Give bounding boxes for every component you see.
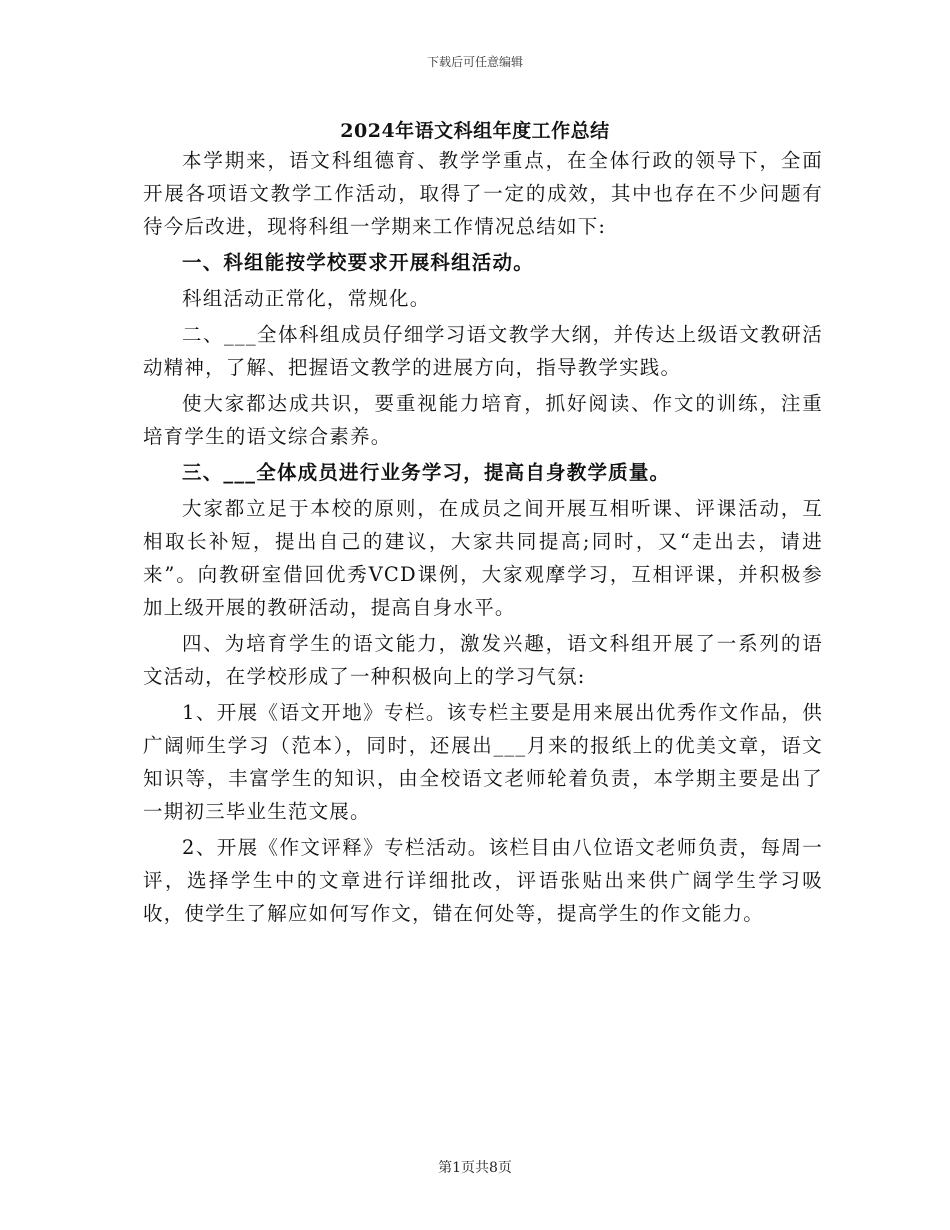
paragraph-section-2: 二、___全体科组成员仔细学习语文教学大纲，并传达上级语文教研活动精神，了解、把握语文教学的进展方向，指导教学实践。 xyxy=(143,323,823,379)
paragraph-item-2: 2、开展《作文评释》专栏活动。该栏目由八位语文老师负责，每周一评，选择学生中的文章进行详细批改，评语张贴出来供广阔学生学习吸收，使学生了解应如何写作文，错在何处等，提高学生的作文能力。 xyxy=(143,836,823,925)
paragraph-section-4: 四、为培育学生的语文能力，激发兴趣，语文科组开展了一系列的语文活动，在学校形成了一种积极向上的学习气氛: xyxy=(143,632,823,688)
page-header: 下载后可任意编辑 xyxy=(426,55,523,69)
section-heading-1: 一、科组能按学校要求开展科组活动。 xyxy=(182,251,534,274)
paragraph: 使大家都达成共识，要重视能力培育，抓好阅读、作文的训练，注重培育学生的语文综合素养。 xyxy=(143,392,823,448)
document-title: 2024年语文科组年度工作总结 xyxy=(340,120,610,142)
page-number: 第1页共8页 xyxy=(438,1160,512,1176)
paragraph: 大家都立足于本校的原则，在成员之间开展互相听课、评课活动，互相取长补短，提出自己的建议，大家共同提高;同时，又“走出去，请进来”。向教研室借回优秀VCD课例，大家观摩学习，互相评课，并积极参加上级开展的教研活动，提高自身水平。 xyxy=(143,497,823,619)
section-heading-3: 三、___全体成员进行业务学习，提高自身教学质量。 xyxy=(182,461,671,484)
paragraph: 科组活动正常化，常规化。 xyxy=(182,287,431,310)
paragraph-intro: 本学期来，语文科组德育、教学学重点，在全体行政的领导下，全面开展各项语文教学工作活动，取得了一定的成效，其中也存在不少问题有待今后改进，现将科组一学期来工作情况总结如下: xyxy=(143,149,823,238)
paragraph-item-1: 1、开展《语文开地》专栏。该专栏主要是用来展出优秀作文作品，供广阔师生学习（范本），同时，还展出___月来的报纸上的优美文章，语文知识等，丰富学生的知识，由全校语文老师轮着负责，本学期主要是出了一期初三毕业生范文展。 xyxy=(143,701,823,823)
document-body xyxy=(143,144,823,930)
